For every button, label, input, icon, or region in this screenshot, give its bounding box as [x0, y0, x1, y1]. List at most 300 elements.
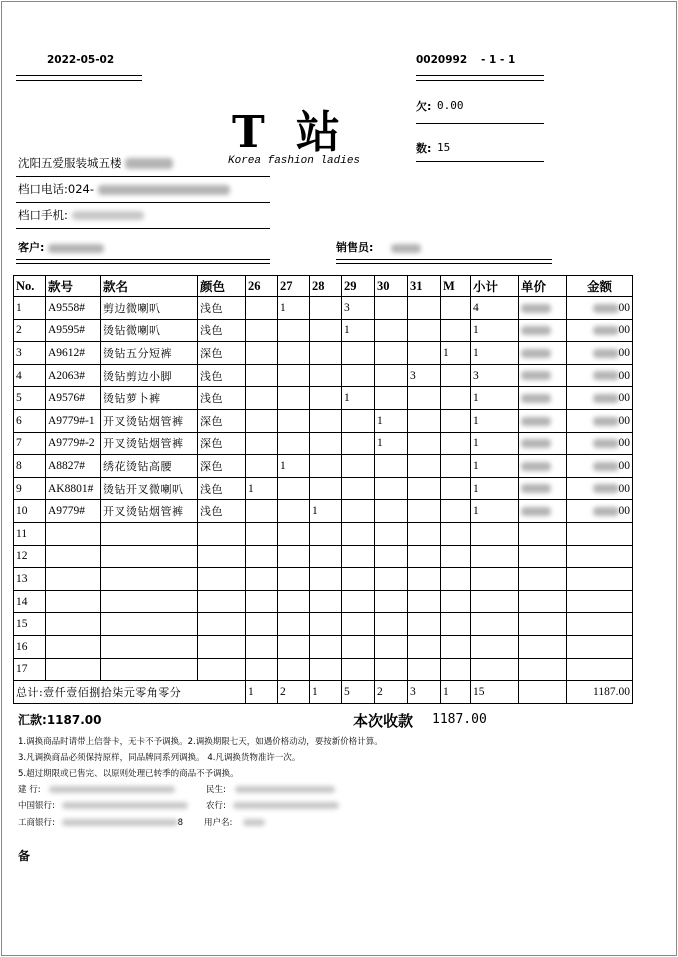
- subtotal-cell: 3: [471, 364, 519, 387]
- size-qty: [408, 387, 441, 410]
- column-header: 29: [342, 276, 375, 297]
- redacted-account: [62, 802, 188, 809]
- subtotal-cell: [471, 568, 519, 591]
- bank-icbc-tail: 8: [177, 818, 183, 828]
- table-row: [14, 658, 633, 681]
- size-qty: 1: [342, 319, 375, 342]
- color-cell: [198, 545, 246, 568]
- size-qty: [310, 613, 342, 636]
- size-qty: [342, 477, 375, 500]
- count-label: 数:: [416, 142, 432, 155]
- unit-price: [519, 613, 567, 636]
- style-name: 烫钻剪边小脚: [101, 364, 198, 387]
- bank-boc: [18, 799, 188, 811]
- color-cell: [198, 658, 246, 681]
- size-qty: [375, 613, 408, 636]
- size-qty: [246, 590, 278, 613]
- style-name: [101, 568, 198, 591]
- sum-value: 1187.00: [46, 713, 102, 727]
- row-number: 8: [14, 455, 46, 478]
- size-qty: [441, 500, 471, 523]
- size-qty: [441, 590, 471, 613]
- size-qty: [310, 409, 342, 432]
- table-row: [14, 387, 633, 410]
- size-qty: [310, 297, 342, 320]
- amount-cell: [567, 297, 633, 320]
- total-qty: 3: [408, 681, 441, 704]
- color-cell: [198, 522, 246, 545]
- size-qty: [342, 568, 375, 591]
- note-line-2: 3.凡调换商品必须保持原样，同品牌同系列调换。 4.凡调换货物准许一次。: [18, 753, 301, 763]
- size-qty: [408, 613, 441, 636]
- table-row: [14, 432, 633, 455]
- redacted-amount: [593, 349, 619, 358]
- size-qty: [278, 658, 310, 681]
- owed-value: 0.00: [437, 99, 464, 112]
- size-qty: 1: [246, 477, 278, 500]
- size-qty: [408, 658, 441, 681]
- row-number: 4: [14, 364, 46, 387]
- color-cell: [198, 590, 246, 613]
- style-name: [101, 613, 198, 636]
- amount-cell: [567, 635, 633, 658]
- row-number: 6: [14, 409, 46, 432]
- sum-label: 汇款:: [18, 713, 47, 727]
- mobile-label: 档口手机:: [18, 208, 68, 222]
- total-qty: 1: [441, 681, 471, 704]
- amount-cell: [567, 319, 633, 342]
- received-value: 1187.00: [432, 712, 487, 727]
- style-name: 绣花烫钻高腰: [101, 455, 198, 478]
- redacted-address: [125, 158, 173, 169]
- shop-tagline: Korea fashion ladies: [228, 155, 361, 167]
- size-qty: 1: [278, 297, 310, 320]
- size-qty: [375, 477, 408, 500]
- unit-price: [519, 455, 567, 478]
- unit-price: [519, 342, 567, 365]
- table-row: [14, 568, 633, 591]
- redacted-amount: [593, 417, 619, 426]
- amount-tail: 00: [618, 482, 630, 495]
- row-number: 12: [14, 545, 46, 568]
- amount-cell: [567, 613, 633, 636]
- amount-cell: [567, 409, 633, 432]
- size-qty: [408, 568, 441, 591]
- user-name-field: [204, 816, 265, 828]
- table-row: [14, 477, 633, 500]
- subtotal-cell: 1: [471, 409, 519, 432]
- size-qty: [342, 432, 375, 455]
- redacted-mobile: [72, 211, 144, 220]
- redacted-amount: [593, 507, 619, 516]
- redacted-customer: [48, 244, 104, 253]
- column-header: 31: [408, 276, 441, 297]
- row-number: 1: [14, 297, 46, 320]
- style-name: 烫钻萝卜裤: [101, 387, 198, 410]
- size-qty: [310, 432, 342, 455]
- table-row: [14, 613, 633, 636]
- size-qty: [246, 613, 278, 636]
- column-header: 款名: [101, 276, 198, 297]
- size-qty: [342, 635, 375, 658]
- redacted-username: [243, 819, 265, 826]
- note-line-1: 1.调换商品时请带上信誉卡，无卡不予调换。2.调换期限七天，如遇价格动动，要按新价格计算。: [18, 737, 383, 747]
- size-qty: [441, 455, 471, 478]
- size-qty: [375, 297, 408, 320]
- size-qty: [441, 568, 471, 591]
- row-number: 10: [14, 500, 46, 523]
- row-number: 11: [14, 522, 46, 545]
- subtotal-cell: 1: [471, 477, 519, 500]
- size-qty: [441, 364, 471, 387]
- color-cell: 深色: [198, 342, 246, 365]
- redacted-amount: [593, 439, 619, 448]
- style-name: 烫钻开叉微喇叭: [101, 477, 198, 500]
- size-qty: [375, 455, 408, 478]
- total-qty: 1: [310, 681, 342, 704]
- amount-tail: 00: [618, 346, 630, 359]
- size-qty: [278, 319, 310, 342]
- amount-cell: [567, 500, 633, 523]
- row-number: 15: [14, 613, 46, 636]
- bank-boc-label: 中国银行:: [18, 801, 55, 811]
- size-qty: [375, 364, 408, 387]
- style-code: A2063#: [46, 364, 101, 387]
- size-qty: [246, 500, 278, 523]
- style-code: A8827#: [46, 455, 101, 478]
- received-label: 本次收款: [353, 712, 414, 730]
- color-cell: [198, 568, 246, 591]
- style-name: 剪边微喇叭: [101, 297, 198, 320]
- size-qty: [278, 387, 310, 410]
- table-header-row: [14, 276, 633, 297]
- count-value: 15: [437, 141, 451, 154]
- size-qty: [278, 342, 310, 365]
- size-qty: [246, 545, 278, 568]
- row-number: 3: [14, 342, 46, 365]
- redacted-amount: [593, 371, 619, 380]
- style-code: [46, 545, 101, 568]
- column-header: 款号: [46, 276, 101, 297]
- unit-price: [519, 432, 567, 455]
- style-name: [101, 590, 198, 613]
- address-text: 沈阳五爱服装城五楼: [18, 156, 122, 170]
- redacted-price: [521, 304, 551, 313]
- row-number: 9: [14, 477, 46, 500]
- size-qty: [441, 319, 471, 342]
- size-qty: [278, 568, 310, 591]
- amount-cell: [567, 364, 633, 387]
- style-code: A9558#: [46, 297, 101, 320]
- subtotal-cell: [471, 635, 519, 658]
- size-qty: [310, 387, 342, 410]
- size-qty: [310, 477, 342, 500]
- unit-price: [519, 658, 567, 681]
- size-qty: [310, 568, 342, 591]
- color-cell: 浅色: [198, 297, 246, 320]
- size-qty: 1: [310, 500, 342, 523]
- total-label: 总计:壹仟壹佰捌拾柒元零角零分: [14, 681, 246, 704]
- size-qty: [375, 500, 408, 523]
- size-qty: [408, 319, 441, 342]
- amount-cell: [567, 455, 633, 478]
- color-cell: 深色: [198, 432, 246, 455]
- style-code: A9779#-2: [46, 432, 101, 455]
- size-qty: 3: [342, 297, 375, 320]
- style-code: A9576#: [46, 387, 101, 410]
- total-qty: 2: [375, 681, 408, 704]
- size-qty: [375, 568, 408, 591]
- row-number: 13: [14, 568, 46, 591]
- size-qty: [246, 522, 278, 545]
- unit-price: [519, 387, 567, 410]
- user-name-label: 用户名:: [204, 818, 233, 828]
- color-cell: [198, 613, 246, 636]
- redacted-price: [521, 394, 551, 403]
- color-cell: 浅色: [198, 364, 246, 387]
- size-qty: [342, 613, 375, 636]
- unit-price: [519, 522, 567, 545]
- shop-phone: [18, 181, 230, 197]
- amount-cell: [567, 658, 633, 681]
- style-code: A9595#: [46, 319, 101, 342]
- size-qty: [310, 522, 342, 545]
- style-code: [46, 568, 101, 591]
- size-qty: 1: [342, 387, 375, 410]
- amount-tail: 00: [618, 369, 630, 382]
- subtotal-cell: 1: [471, 500, 519, 523]
- subtotal-cell: 1: [471, 432, 519, 455]
- size-qty: [408, 409, 441, 432]
- color-cell: 浅色: [198, 319, 246, 342]
- total-price-empty: [519, 681, 567, 704]
- subtotal-cell: [471, 590, 519, 613]
- size-qty: 1: [278, 455, 310, 478]
- bank-icbc: [18, 816, 183, 828]
- size-qty: [342, 342, 375, 365]
- size-qty: [375, 545, 408, 568]
- redacted-amount: [593, 462, 619, 471]
- row-number: 17: [14, 658, 46, 681]
- redacted-price: [521, 371, 551, 380]
- redacted-amount: [593, 484, 619, 493]
- table-row: [14, 635, 633, 658]
- bank-ccb-label: 建 行:: [18, 785, 41, 795]
- unit-price: [519, 319, 567, 342]
- size-qty: [278, 500, 310, 523]
- style-code: A9779#: [46, 500, 101, 523]
- size-qty: [310, 635, 342, 658]
- size-qty: [278, 545, 310, 568]
- size-qty: [246, 409, 278, 432]
- size-qty: [278, 477, 310, 500]
- unit-price: [519, 635, 567, 658]
- size-qty: [278, 432, 310, 455]
- size-qty: [375, 342, 408, 365]
- size-qty: 1: [375, 409, 408, 432]
- table-row: [14, 545, 633, 568]
- subtotal-cell: 1: [471, 387, 519, 410]
- subtotal-cell: 4: [471, 297, 519, 320]
- column-header: 小计: [471, 276, 519, 297]
- size-qty: [408, 635, 441, 658]
- color-cell: 浅色: [198, 500, 246, 523]
- row-number: 7: [14, 432, 46, 455]
- bank-abc-label: 农行:: [206, 801, 226, 811]
- amount-cell: [567, 522, 633, 545]
- size-qty: [246, 364, 278, 387]
- size-qty: [278, 590, 310, 613]
- size-qty: [342, 455, 375, 478]
- bank-minsheng-label: 民生:: [206, 785, 226, 795]
- unit-price: [519, 477, 567, 500]
- size-qty: [310, 364, 342, 387]
- size-qty: [310, 545, 342, 568]
- column-header: 26: [246, 276, 278, 297]
- column-header: 27: [278, 276, 310, 297]
- style-name: [101, 545, 198, 568]
- row-number: 2: [14, 319, 46, 342]
- size-qty: [246, 658, 278, 681]
- size-qty: [310, 319, 342, 342]
- redacted-account: [233, 802, 339, 809]
- unit-price: [519, 409, 567, 432]
- style-code: A9612#: [46, 342, 101, 365]
- shop-title: T 站: [232, 107, 349, 158]
- unit-price: [519, 545, 567, 568]
- style-name: 烫钻微喇叭: [101, 319, 198, 342]
- column-header: M: [441, 276, 471, 297]
- size-qty: [246, 455, 278, 478]
- column-header: 颜色: [198, 276, 246, 297]
- size-qty: [441, 545, 471, 568]
- owed-label: 欠:: [416, 100, 432, 113]
- table-row: [14, 500, 633, 523]
- size-qty: 1: [375, 432, 408, 455]
- size-qty: [441, 477, 471, 500]
- size-qty: [246, 635, 278, 658]
- style-name: [101, 635, 198, 658]
- amount-cell: [567, 387, 633, 410]
- column-header: 金额: [567, 276, 633, 297]
- size-qty: [408, 477, 441, 500]
- size-qty: [408, 455, 441, 478]
- size-qty: [342, 545, 375, 568]
- size-qty: [441, 635, 471, 658]
- remark-label: 备: [18, 849, 31, 863]
- amount-tail: 00: [618, 392, 630, 405]
- redacted-account: [235, 786, 335, 793]
- bank-ccb: [18, 783, 175, 795]
- bank-minsheng: [206, 783, 335, 795]
- style-name: [101, 658, 198, 681]
- customer-label: 客户:: [18, 241, 45, 254]
- redacted-price: [521, 326, 551, 335]
- phone-prefix: 024-: [67, 182, 94, 196]
- size-qty: [246, 297, 278, 320]
- unit-price: [519, 297, 567, 320]
- table-row: [14, 297, 633, 320]
- size-qty: [408, 297, 441, 320]
- style-code: A9779#-1: [46, 409, 101, 432]
- unit-price: [519, 364, 567, 387]
- size-qty: [246, 342, 278, 365]
- note-line-3: 5.超过期限或已售完、以原则处理已转季的商品不予调换。: [18, 769, 239, 779]
- size-qty: [342, 364, 375, 387]
- color-cell: 深色: [198, 455, 246, 478]
- size-qty: [310, 658, 342, 681]
- subtotal-cell: [471, 658, 519, 681]
- amount-tail: 00: [618, 437, 630, 450]
- subtotal-cell: [471, 613, 519, 636]
- style-name: 烫钻五分短裤: [101, 342, 198, 365]
- size-qty: [441, 432, 471, 455]
- subtotal-cell: [471, 545, 519, 568]
- customer-field: [18, 239, 104, 255]
- size-qty: [375, 635, 408, 658]
- table-row: [14, 590, 633, 613]
- size-qty: [375, 658, 408, 681]
- amount-tail: 00: [618, 459, 630, 472]
- style-code: [46, 522, 101, 545]
- salesperson-field: [336, 239, 421, 255]
- size-qty: [246, 568, 278, 591]
- size-qty: [310, 455, 342, 478]
- redacted-salesperson: [391, 244, 421, 253]
- size-qty: [278, 522, 310, 545]
- amount-cell: [567, 568, 633, 591]
- redacted-phone: [98, 185, 230, 195]
- color-cell: 浅色: [198, 387, 246, 410]
- total-row: [14, 681, 633, 704]
- table-row: [14, 364, 633, 387]
- salesperson-label: 销售员:: [336, 241, 374, 254]
- invoice-date: 2022-05-02: [47, 54, 115, 66]
- size-qty: [441, 658, 471, 681]
- size-qty: [375, 522, 408, 545]
- size-qty: [278, 635, 310, 658]
- amount-cell: [567, 545, 633, 568]
- total-qty: 1: [246, 681, 278, 704]
- unit-price: [519, 590, 567, 613]
- size-qty: [246, 432, 278, 455]
- redacted-amount: [593, 326, 619, 335]
- redacted-account: [49, 786, 175, 793]
- color-cell: 深色: [198, 409, 246, 432]
- column-header: 单价: [519, 276, 567, 297]
- size-qty: [408, 342, 441, 365]
- column-header: No.: [14, 276, 46, 297]
- subtotal-cell: 1: [471, 319, 519, 342]
- size-qty: [408, 590, 441, 613]
- style-code: AK8801#: [46, 477, 101, 500]
- total-qty: 2: [278, 681, 310, 704]
- subtotal-cell: [471, 522, 519, 545]
- table-row: [14, 319, 633, 342]
- size-qty: [342, 590, 375, 613]
- style-code: [46, 635, 101, 658]
- size-qty: [342, 500, 375, 523]
- color-cell: [198, 635, 246, 658]
- size-qty: [246, 387, 278, 410]
- style-code: [46, 658, 101, 681]
- amount-cell: [567, 477, 633, 500]
- redacted-price: [521, 349, 551, 358]
- redacted-amount: [593, 394, 619, 403]
- size-qty: [408, 500, 441, 523]
- size-qty: 1: [441, 342, 471, 365]
- color-cell: 浅色: [198, 477, 246, 500]
